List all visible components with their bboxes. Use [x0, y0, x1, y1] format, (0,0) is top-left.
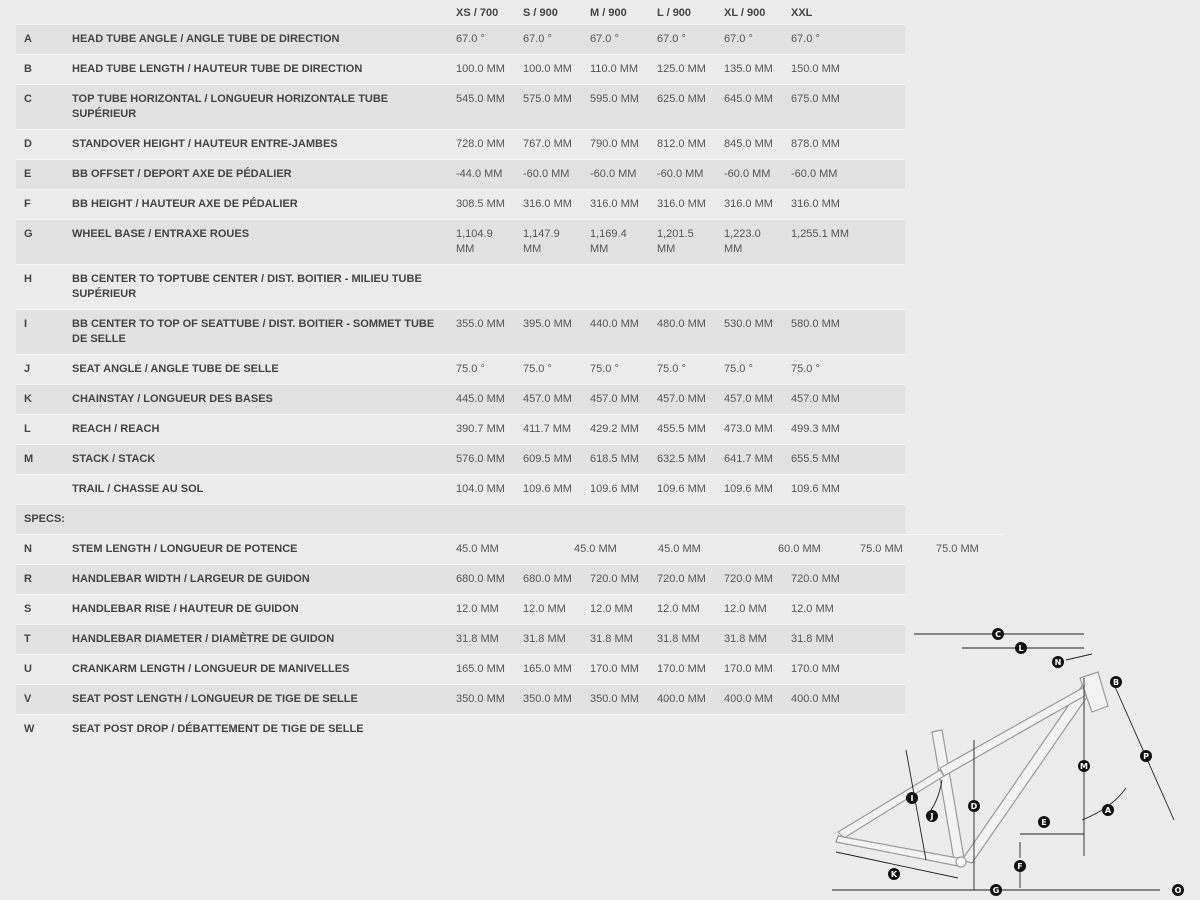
row-value: 67.0 ° — [582, 25, 649, 55]
row-letter: M — [16, 445, 64, 475]
geometry-row — [16, 85, 905, 130]
row-value — [716, 265, 783, 310]
size-header: M / 900 — [590, 7, 627, 19]
row-value: 1,255.1 MM — [783, 220, 905, 265]
row-value — [649, 265, 716, 310]
row-label: STACK / STACK — [64, 445, 448, 475]
stem-length-row — [16, 535, 1004, 565]
label-n: N — [1054, 658, 1062, 667]
size-header: XL / 900 — [724, 7, 766, 19]
row-label: STEM LENGTH / LONGUEUR DE POTENCE — [64, 535, 448, 565]
row-letter: R — [16, 565, 64, 595]
row-value: -60.0 MM — [582, 160, 649, 190]
row-value: 720.0 MM — [783, 565, 905, 595]
row-value — [582, 265, 649, 310]
row-value: 109.6 MM — [649, 475, 716, 505]
row-value: 31.8 MM — [515, 625, 582, 655]
row-value: 429.2 MM — [582, 415, 649, 445]
row-value: 308.5 MM — [448, 190, 515, 220]
row-letter: K — [16, 385, 64, 415]
row-value: 316.0 MM — [582, 190, 649, 220]
geometry-row — [16, 415, 905, 445]
label-e: E — [1041, 818, 1047, 827]
row-value: 31.8 MM — [649, 625, 716, 655]
row-value — [582, 715, 649, 745]
row-value: 31.8 MM — [716, 625, 783, 655]
row-value: 545.0 MM — [448, 85, 515, 130]
row-value: 150.0 MM — [783, 55, 905, 85]
row-value: 109.6 MM — [783, 475, 905, 505]
row-label: HANDLEBAR WIDTH / LARGEUR DE GUIDON — [64, 565, 448, 595]
row-value: 480.0 MM — [649, 310, 716, 355]
row-value: 790.0 MM — [582, 130, 649, 160]
row-value: 530.0 MM — [716, 310, 783, 355]
row-value: 455.5 MM — [649, 415, 716, 445]
row-value: 400.0 MM — [649, 685, 716, 715]
row-value: 1,223.0 MM — [716, 220, 783, 265]
bike-frame — [836, 672, 1108, 867]
row-value — [515, 265, 582, 310]
row-value: 67.0 ° — [515, 25, 582, 55]
label-m: M — [1080, 762, 1088, 771]
row-label: WHEEL BASE / ENTRAXE ROUES — [64, 220, 448, 265]
row-value: 632.5 MM — [649, 445, 716, 475]
row-value: 31.8 MM — [582, 625, 649, 655]
row-label: HEAD TUBE ANGLE / ANGLE TUBE DE DIRECTION — [64, 25, 448, 55]
row-value: 457.0 MM — [582, 385, 649, 415]
row-letter: J — [16, 355, 64, 385]
row-value: 75.0 ° — [783, 355, 905, 385]
row-label: SEAT ANGLE / ANGLE TUBE DE SELLE — [64, 355, 448, 385]
row-value: 576.0 MM — [448, 445, 515, 475]
row-value: 12.0 MM — [783, 595, 905, 625]
row-value: 641.7 MM — [716, 445, 783, 475]
row-value: 170.0 MM — [582, 655, 649, 685]
row-value: 316.0 MM — [515, 190, 582, 220]
row-value: 165.0 MM — [515, 655, 582, 685]
row-value: 12.0 MM — [515, 595, 582, 625]
row-value: 609.5 MM — [515, 445, 582, 475]
row-letter: U — [16, 655, 64, 685]
row-value: 400.0 MM — [783, 685, 905, 715]
row-value: 457.0 MM — [783, 385, 905, 415]
row-letter: F — [16, 190, 64, 220]
size-header-row — [16, 0, 905, 25]
row-value: 390.7 MM — [448, 415, 515, 445]
row-value: 580.0 MM — [783, 310, 905, 355]
row-value: 67.0 ° — [783, 25, 905, 55]
row-label: BB HEIGHT / HAUTEUR AXE DE PÉDALIER — [64, 190, 448, 220]
row-value: 618.5 MM — [582, 445, 649, 475]
row-value: 75.0 ° — [649, 355, 716, 385]
geometry-row — [16, 565, 905, 595]
label-k: K — [890, 870, 898, 879]
row-value: 104.0 MM — [448, 475, 515, 505]
row-value: 845.0 MM — [716, 130, 783, 160]
row-value: 45.0 MM — [650, 535, 770, 565]
row-value: 67.0 ° — [649, 25, 716, 55]
row-value: 110.0 MM — [582, 55, 649, 85]
specs-heading: SPECS: — [16, 505, 905, 535]
row-value — [448, 715, 515, 745]
row-value: 457.0 MM — [649, 385, 716, 415]
row-value: 100.0 MM — [515, 55, 582, 85]
row-value: 316.0 MM — [649, 190, 716, 220]
specs-table-2 — [16, 564, 905, 744]
row-letter: H — [16, 265, 64, 310]
row-value: 625.0 MM — [649, 85, 716, 130]
geometry-row — [16, 625, 905, 655]
row-label: BB OFFSET / DEPORT AXE DE PÉDALIER — [64, 160, 448, 190]
row-value: 720.0 MM — [582, 565, 649, 595]
row-value: 109.6 MM — [716, 475, 783, 505]
row-label: BB CENTER TO TOPTUBE CENTER / DIST. BOITIER - MILIEU TUBE SUPÉRIEUR — [64, 265, 448, 310]
row-value: 45.0 MM — [448, 535, 566, 565]
row-value: 457.0 MM — [515, 385, 582, 415]
geometry-row — [16, 25, 905, 55]
row-value: 12.0 MM — [582, 595, 649, 625]
row-value: 1,201.5 MM — [649, 220, 716, 265]
geometry-row — [16, 715, 905, 745]
row-value: 75.0 ° — [515, 355, 582, 385]
row-value: 12.0 MM — [716, 595, 783, 625]
row-value: 457.0 MM — [716, 385, 783, 415]
row-value: 473.0 MM — [716, 415, 783, 445]
geometry-row — [16, 130, 905, 160]
geometry-row — [16, 685, 905, 715]
row-value: -60.0 MM — [515, 160, 582, 190]
geometry-row — [16, 220, 905, 265]
specs-table — [16, 534, 1004, 564]
geometry-table — [16, 0, 905, 534]
row-value: 135.0 MM — [716, 55, 783, 85]
row-value: 12.0 MM — [649, 595, 716, 625]
row-label: SEAT POST LENGTH / LONGUEUR DE TIGE DE SELLE — [64, 685, 448, 715]
label-a: A — [1104, 806, 1112, 815]
row-letter: W — [16, 715, 64, 745]
row-value: -60.0 MM — [649, 160, 716, 190]
geometry-row — [16, 475, 905, 505]
label-p: P — [1143, 752, 1149, 761]
row-value: 75.0 MM — [928, 535, 1004, 565]
row-value: 645.0 MM — [716, 85, 783, 130]
row-value: -60.0 MM — [783, 160, 905, 190]
row-value: 1,104.9 MM — [448, 220, 515, 265]
geometry-row — [16, 655, 905, 685]
label-l: L — [1018, 644, 1024, 653]
row-letter: B — [16, 55, 64, 85]
row-value: 165.0 MM — [448, 655, 515, 685]
row-letter: D — [16, 130, 64, 160]
row-value: 878.0 MM — [783, 130, 905, 160]
row-value: 411.7 MM — [515, 415, 582, 445]
row-letter: A — [16, 25, 64, 55]
row-value: 67.0 ° — [716, 25, 783, 55]
row-value: 31.8 MM — [783, 625, 905, 655]
row-value: 12.0 MM — [448, 595, 515, 625]
row-value: 75.0 ° — [582, 355, 649, 385]
row-value: 60.0 MM — [770, 535, 852, 565]
label-o: O — [1174, 886, 1182, 895]
row-value: 170.0 MM — [649, 655, 716, 685]
row-value: 400.0 MM — [716, 685, 783, 715]
geometry-row — [16, 55, 905, 85]
row-value: 109.6 MM — [582, 475, 649, 505]
geometry-row — [16, 160, 905, 190]
row-value: 125.0 MM — [649, 55, 716, 85]
row-value — [783, 265, 905, 310]
row-letter: V — [16, 685, 64, 715]
row-letter: T — [16, 625, 64, 655]
row-value: 350.0 MM — [582, 685, 649, 715]
row-value: 728.0 MM — [448, 130, 515, 160]
row-value: 675.0 MM — [783, 85, 905, 130]
row-value: 1,169.4 MM — [582, 220, 649, 265]
label-c: C — [995, 630, 1001, 639]
row-label: HANDLEBAR RISE / HAUTEUR DE GUIDON — [64, 595, 448, 625]
geometry-row — [16, 385, 905, 415]
label-j: J — [930, 812, 934, 821]
row-value: 75.0 MM — [852, 535, 928, 565]
row-label: REACH / REACH — [64, 415, 448, 445]
row-letter — [16, 475, 64, 505]
row-value: 100.0 MM — [448, 55, 515, 85]
row-label: CHAINSTAY / LONGUEUR DES BASES — [64, 385, 448, 415]
row-value: 31.8 MM — [448, 625, 515, 655]
row-value: 1,147.9 MM — [515, 220, 582, 265]
row-letter: I — [16, 310, 64, 355]
row-label: TRAIL / CHASSE AU SOL — [64, 475, 448, 505]
header-label — [64, 0, 448, 25]
row-letter: G — [16, 220, 64, 265]
geometry-row — [16, 445, 905, 475]
row-letter: N — [16, 535, 64, 565]
row-value: 655.5 MM — [783, 445, 905, 475]
row-value: 812.0 MM — [649, 130, 716, 160]
row-value: 316.0 MM — [783, 190, 905, 220]
row-value: 75.0 ° — [716, 355, 783, 385]
row-value: 395.0 MM — [515, 310, 582, 355]
row-value: 440.0 MM — [582, 310, 649, 355]
bike-geometry-diagram — [822, 620, 1200, 900]
row-label: BB CENTER TO TOP OF SEATTUBE / DIST. BOITIER - SOMMET TUBE DE SELLE — [64, 310, 448, 355]
row-value: 350.0 MM — [515, 685, 582, 715]
row-label: STANDOVER HEIGHT / HAUTEUR ENTRE-JAMBES — [64, 130, 448, 160]
label-f: F — [1017, 862, 1023, 871]
row-value: 67.0 ° — [448, 25, 515, 55]
row-value: 680.0 MM — [515, 565, 582, 595]
row-value — [716, 715, 783, 745]
row-letter: S — [16, 595, 64, 625]
row-value: 75.0 ° — [448, 355, 515, 385]
size-header: L / 900 — [657, 7, 692, 19]
row-label: HEAD TUBE LENGTH / HAUTEUR TUBE DE DIRECTION — [64, 55, 448, 85]
row-value: 720.0 MM — [716, 565, 783, 595]
specs-heading-row — [16, 505, 905, 535]
row-value: 445.0 MM — [448, 385, 515, 415]
row-label: TOP TUBE HORIZONTAL / LONGUEUR HORIZONTALE TUBE SUPÉRIEUR — [64, 85, 448, 130]
row-value — [515, 715, 582, 745]
label-g: G — [992, 886, 1000, 895]
size-header: XS / 700 — [456, 7, 499, 19]
row-value: 595.0 MM — [582, 85, 649, 130]
row-letter: L — [16, 415, 64, 445]
geometry-row — [16, 190, 905, 220]
row-value — [448, 265, 515, 310]
geometry-row — [16, 310, 905, 355]
row-letter: C — [16, 85, 64, 130]
row-value: 680.0 MM — [448, 565, 515, 595]
row-value: -44.0 MM — [448, 160, 515, 190]
row-value: 350.0 MM — [448, 685, 515, 715]
row-value: 499.3 MM — [783, 415, 905, 445]
row-value — [649, 715, 716, 745]
row-value: 767.0 MM — [515, 130, 582, 160]
row-label: SEAT POST DROP / DÉBATTEMENT DE TIGE DE SELLE — [64, 715, 448, 745]
row-label: CRANKARM LENGTH / LONGUEUR DE MANIVELLES — [64, 655, 448, 685]
label-d: D — [970, 802, 978, 811]
row-value: 170.0 MM — [783, 655, 905, 685]
header-letter — [16, 0, 64, 25]
row-value: 355.0 MM — [448, 310, 515, 355]
geometry-row — [16, 595, 905, 625]
label-b: B — [1112, 678, 1120, 687]
row-value: 170.0 MM — [716, 655, 783, 685]
row-value: 720.0 MM — [649, 565, 716, 595]
row-label: HANDLEBAR DIAMETER / DIAMÈTRE DE GUIDON — [64, 625, 448, 655]
row-value: 316.0 MM — [716, 190, 783, 220]
row-value: 575.0 MM — [515, 85, 582, 130]
label-i: I — [910, 794, 914, 803]
row-value: 109.6 MM — [515, 475, 582, 505]
geometry-row — [16, 355, 905, 385]
geometry-row — [16, 265, 905, 310]
size-header: S / 900 — [523, 7, 558, 19]
row-value: 45.0 MM — [566, 535, 650, 565]
row-value: -60.0 MM — [716, 160, 783, 190]
row-letter: E — [16, 160, 64, 190]
size-header: XXL — [791, 7, 813, 19]
